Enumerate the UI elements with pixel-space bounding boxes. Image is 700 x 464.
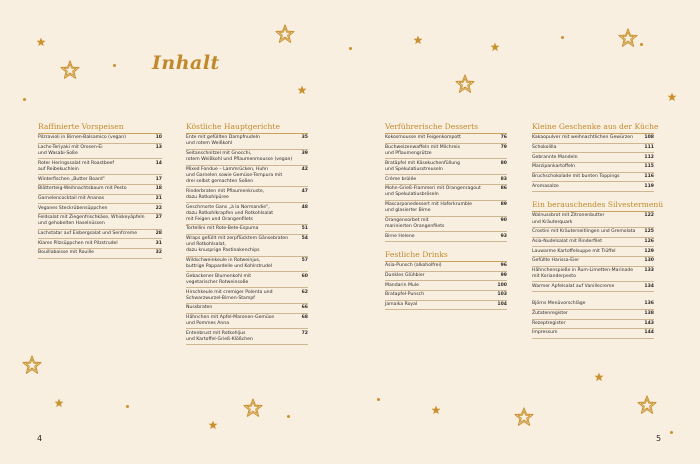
- toc-entry: [38, 249, 162, 259]
- toc-entry-title: Blätterteig-Weihnachtsbaum mit Pesto: [38, 186, 127, 192]
- toc-entry-title: Dunkles Glühbier: [385, 272, 425, 278]
- toc-entry-page: 18: [155, 186, 162, 192]
- toc-entry-title: Birne Helene: [385, 233, 415, 239]
- toc-entry-page: 144: [644, 330, 654, 336]
- toc-entry: [532, 163, 654, 173]
- section-heading: Kleine Geschenke aus der Küche: [532, 122, 654, 134]
- star-solid-icon: [54, 398, 64, 408]
- toc-entry-title: Bratapfel-Punsch: [385, 292, 425, 298]
- toc-entry-page: 66: [301, 305, 308, 311]
- toc-entry-title: Impressum: [532, 330, 558, 336]
- toc-entry: [532, 212, 654, 228]
- toc-entry: [186, 288, 308, 304]
- toc-entry: [385, 301, 507, 311]
- dot-decoration: [23, 98, 26, 101]
- toc-entry: [532, 228, 654, 238]
- toc-entry: [38, 230, 162, 240]
- toc-column-3: [385, 122, 507, 310]
- toc-entry-title: Feldsalat mit Ziegenfrischkäse, Whiskeyäpfeln und gehobelten Haselnüssen: [38, 215, 145, 227]
- star-outline-icon: [514, 407, 534, 427]
- toc-entry-page: 54: [301, 236, 308, 242]
- star-outline-icon: [275, 24, 295, 44]
- star-solid-icon: [413, 35, 423, 45]
- toc-entry-page: 116: [644, 174, 654, 180]
- toc-entry-page: 143: [644, 320, 654, 326]
- toc-entry: [385, 291, 507, 301]
- toc-entry-title: Seitanschnitzel mit Gnocchi, rotem Weißkohl und Pflaumenmousse (vegan): [186, 151, 293, 163]
- toc-entry-title: Asia-Nudelsalat mit Rinderfilet: [532, 238, 603, 244]
- toc-entry-page: 68: [301, 314, 308, 320]
- toc-entry: [38, 214, 162, 230]
- toc-entry-page: 32: [155, 250, 162, 256]
- star-outline-icon: [243, 398, 263, 418]
- toc-entry: [385, 201, 507, 217]
- toc-entry: [385, 185, 507, 201]
- toc-entry-page: 104: [497, 302, 507, 308]
- toc-entry: [38, 144, 162, 160]
- toc-entry-title: Hähnchen mit Apfel-Maronen-Gemüse und Pommes Anna: [186, 314, 275, 327]
- page-title: Inhalt: [152, 52, 220, 74]
- toc-entry: [38, 159, 162, 175]
- toc-entry-title: Rinderbraten mit Pflaumenkruste, dazu Rotkohlpüree: [186, 188, 265, 200]
- dot-decoration: [113, 64, 116, 67]
- toc-entry-page: 111: [644, 144, 654, 150]
- toc-entry-title: Asia-Punsch (alkoholfrei): [385, 263, 442, 269]
- toc-entry: [186, 166, 308, 188]
- toc-entry-title: Hähnchenspieße in Rum-Limetten-Marinade mit Korianderpesto: [532, 267, 634, 280]
- toc-entry-title: Mascarponedessert mit Haferkrumble und glasierter Birne: [385, 202, 472, 214]
- toc-entry: [532, 300, 654, 310]
- toc-entry: [532, 173, 654, 183]
- dot-decoration: [640, 43, 643, 46]
- star-solid-icon: [297, 85, 307, 95]
- toc-entry: [385, 262, 507, 272]
- toc-entry: [38, 204, 162, 214]
- star-solid-icon: [667, 92, 677, 102]
- toc-entry-page: 138: [644, 311, 654, 317]
- toc-entry-page: 122: [644, 213, 654, 219]
- toc-entry-title: Marzipankartoffeln: [532, 164, 576, 170]
- toc-entry-title: Jamaika Royal: [385, 302, 418, 308]
- toc-entry-title: Zutatenregister: [532, 311, 568, 317]
- toc-entry-page: 39: [301, 151, 308, 157]
- toc-entry-page: 14: [155, 160, 162, 166]
- toc-entry-page: 96: [500, 263, 507, 269]
- toc-entry-title: Orangensorbet mit marinierten Orangenfilets: [385, 217, 445, 229]
- star-solid-icon: [36, 37, 46, 47]
- toc-entry-page: 119: [644, 183, 654, 189]
- toc-entry-title: Rezeptregister: [532, 320, 566, 326]
- toc-entry: [385, 175, 507, 185]
- star-outline-icon: [455, 74, 475, 94]
- toc-entry-page: 89: [500, 202, 507, 208]
- toc-entry: [385, 281, 507, 291]
- toc-entry-title: Schokolilla: [532, 144, 557, 150]
- toc-entry: [532, 144, 654, 154]
- star-outline-icon: [637, 395, 657, 415]
- toc-entry-page: 80: [500, 160, 507, 166]
- toc-entry: [186, 225, 308, 235]
- toc-entry-page: 42: [301, 166, 308, 172]
- toc-entry-title: Kakaopulver mit weihnachtlichen Gewürzen: [532, 135, 633, 141]
- toc-entry-title: Roter Heringssalat mit Roastbeef auf Reibekuchlein: [38, 160, 115, 172]
- toc-entry-title: Wraps gefüllt mit zerpflücktem Gänsebraten und Rotkohlsalat, dazu knusprige Pastinakenchips: [186, 236, 289, 254]
- toc-entry-page: 115: [644, 164, 654, 170]
- toc-entry-page: 21: [155, 195, 162, 201]
- star-solid-icon: [208, 420, 218, 430]
- toc-entry-page: 57: [301, 257, 308, 263]
- toc-entry-page: 100: [497, 282, 507, 288]
- toc-entry-title: Buchweizenwaffeln mit Milchreis und Pflaumengrütze: [385, 144, 460, 157]
- toc-entry: [532, 267, 654, 283]
- toc-entry-title: Hirschkeule mit cremiger Polenta und Schwarzwurzel-Birnen-Stampf: [186, 289, 273, 301]
- toc-entry-title: Winterfischen „Butter Board": [38, 176, 105, 182]
- toc-entry-title: Warmer Apfelsalat auf Vanillecreme: [532, 283, 615, 289]
- toc-entry-page: 48: [301, 204, 308, 210]
- toc-entry-page: 17: [155, 176, 162, 182]
- toc-entry-page: 130: [644, 258, 654, 264]
- toc-entry: [186, 272, 308, 288]
- section-heading: Festliche Drinks: [385, 250, 507, 262]
- toc-entry-title: Lachstatar auf Eisbergsalat und Senfcreme: [38, 231, 138, 237]
- toc-entry: [186, 314, 308, 330]
- toc-entry-page: 22: [155, 205, 162, 211]
- toc-entry: [385, 272, 507, 282]
- toc-entry: [186, 187, 308, 203]
- toc-entry: [186, 329, 308, 345]
- toc-entry-title: Gebrannte Mandeln: [532, 154, 578, 160]
- star-outline-icon: [60, 60, 80, 80]
- toc-entry-title: Mohn-Grieß-Flammeri mit Orangenragout und Spekulatiusbröseln: [385, 186, 481, 198]
- toc-entry-title: Bruchschokolade mit bunten Toppings: [532, 174, 620, 180]
- toc-entry-page: 86: [500, 186, 507, 192]
- dot-decoration: [287, 415, 290, 418]
- toc-entry-title: Mixed Fondue – Lammrücken, Huhn und Garnelen sowie Gemüse-Tempura mit drei selbst gemachten Soßen: [186, 166, 283, 185]
- toc-entry-title: Björns Menüvorschläge: [532, 301, 586, 307]
- dot-decoration: [561, 36, 564, 39]
- toc-entry-title: Gefüllte Harissa-Eier: [532, 258, 580, 264]
- toc-entry-title: Tortellini mit Rote-Bete-Espuma: [186, 226, 259, 232]
- toc-entry-page: 60: [301, 273, 308, 279]
- toc-entry: [186, 203, 308, 225]
- section-heading: Verführerische Desserts: [385, 122, 507, 134]
- star-solid-icon: [431, 405, 441, 415]
- section-heading: Raffinierte Vorspeisen: [38, 122, 162, 134]
- toc-entry-title: Bouillabaisse mit Rouille: [38, 250, 94, 256]
- star-solid-icon: [490, 42, 500, 52]
- star-solid-icon: [594, 372, 604, 382]
- toc-entry-title: Crème brûlée: [385, 176, 417, 182]
- toc-entry-page: 76: [500, 135, 507, 141]
- toc-entry: [532, 310, 654, 320]
- toc-entry-page: 13: [155, 144, 162, 150]
- toc-entry-title: Lauwarme Kartoffelsuppe mit Trüffel: [532, 248, 616, 254]
- dot-decoration: [349, 47, 352, 50]
- page-number-right: 5: [656, 434, 662, 443]
- toc-entry: [186, 150, 308, 166]
- toc-entry-page: 93: [500, 233, 507, 239]
- toc-entry-title: Nussbraten: [186, 305, 213, 311]
- toc-entry: [186, 235, 308, 257]
- toc-entry-page: 129: [644, 248, 654, 254]
- dot-decoration: [670, 431, 673, 434]
- toc-entry-title: Kokosmousse mit Feigenkompott: [385, 135, 461, 141]
- dot-decoration: [126, 405, 129, 408]
- toc-entry: [38, 134, 162, 144]
- toc-entry-page: 126: [644, 238, 654, 244]
- toc-entry: [532, 320, 654, 330]
- section-heading: Ein berauschendes Silvestermenü: [532, 200, 654, 212]
- toc-entry: [186, 304, 308, 314]
- toc-column-4: [532, 122, 664, 339]
- toc-entry-title: Entenbrust mit Rotkohljus und Kartoffel-Grieß-Klößchen: [186, 330, 253, 342]
- toc-entry-title: Klares Pilzsüppchen mit Pilzstrudel: [38, 240, 118, 246]
- toc-entry-page: 90: [500, 217, 507, 223]
- toc-entry: [186, 134, 308, 150]
- toc-entry: [385, 134, 507, 144]
- toc-entry-page: 51: [301, 226, 308, 232]
- toc-entry-page: 79: [500, 144, 507, 150]
- toc-entry-page: 83: [500, 176, 507, 182]
- toc-column-2: [186, 122, 308, 345]
- toc-entry-page: 103: [497, 292, 507, 298]
- toc-column-1: [38, 122, 162, 259]
- toc-entry: [532, 329, 654, 339]
- toc-entry-page: 108: [644, 135, 654, 141]
- toc-entry-title: Aromasalze: [532, 183, 559, 189]
- toc-entry-title: Pilzravioli in Birnen-Balsamico (vegan): [38, 135, 126, 141]
- toc-entry-page: 28: [155, 231, 162, 237]
- toc-entry-page: 27: [155, 215, 162, 221]
- toc-entry-title: Lachs-Teriyaki mit Orosen-Ei und Wasabi-Soße: [38, 144, 103, 157]
- toc-entry-page: 47: [301, 188, 308, 194]
- page-number-left: 4: [37, 434, 43, 443]
- toc-entry-page: 72: [301, 330, 308, 336]
- dot-decoration: [377, 398, 380, 401]
- toc-entry: [38, 175, 162, 185]
- toc-entry-title: Geschmorte Gans „à la Normandie", dazu Rotkohlkrapfen und Rotkohlsalat mit Feigen und Orangenfilets: [186, 204, 274, 222]
- toc-entry: [385, 144, 507, 160]
- star-outline-icon: [22, 355, 42, 375]
- toc-entry: [38, 185, 162, 195]
- toc-entry-title: Ente mit gefüllten Dampfnudeln und rotem Weißkohl: [186, 135, 260, 147]
- toc-entry-title: Veganes Steckrübensüppchen: [38, 205, 108, 211]
- toc-entry-title: Walnussbrot mit Zitronenbutter und Kräuterquark: [532, 213, 605, 225]
- toc-entry-page: 133: [644, 267, 654, 273]
- toc-entry-title: Bratäpfel mit Käsekuchenfüllung und Spekulatiusstreuseln: [385, 160, 460, 172]
- toc-entry: [532, 238, 654, 248]
- toc-entry: [385, 232, 507, 242]
- toc-entry-page: 62: [301, 289, 308, 295]
- toc-entry-title: Gebackener Blumenkohl mit vegetarischer Rotweinsoße: [186, 273, 252, 285]
- toc-entry: [532, 257, 654, 267]
- toc-entry: [385, 159, 507, 175]
- toc-entry-page: 112: [644, 154, 654, 160]
- toc-entry: [532, 134, 654, 144]
- toc-entry-page: 136: [644, 301, 654, 307]
- toc-entry-title: Wildschweinkeule in Rotweinjus, buttrige Pappardelle und Kohlrstrudel: [186, 257, 273, 270]
- toc-entry: [186, 257, 308, 273]
- toc-entry: [532, 182, 654, 192]
- toc-entry-page: 35: [301, 135, 308, 141]
- toc-entry: [38, 239, 162, 249]
- section-heading: Köstliche Hauptgerichte: [186, 122, 308, 134]
- toc-entry-page: 125: [644, 229, 654, 235]
- toc-entry-page: 10: [155, 135, 162, 141]
- toc-entry: [385, 217, 507, 233]
- toc-entry: [532, 153, 654, 163]
- toc-entry: [38, 195, 162, 205]
- toc-entry: [532, 282, 654, 292]
- toc-entry-page: 31: [155, 240, 162, 246]
- toc-entry-title: Mandarin Mule: [385, 282, 419, 288]
- toc-entry-page: 99: [500, 272, 507, 278]
- toc-entry: [532, 247, 654, 257]
- section-spacer: [532, 292, 654, 300]
- toc-entry-title: Crostini mit Kräuterseitlingen und Gremolata: [532, 229, 636, 235]
- star-outline-icon: [618, 28, 638, 48]
- toc-entry-title: Garnelencocktail mit Ananas: [38, 195, 105, 201]
- toc-entry-page: 134: [644, 283, 654, 289]
